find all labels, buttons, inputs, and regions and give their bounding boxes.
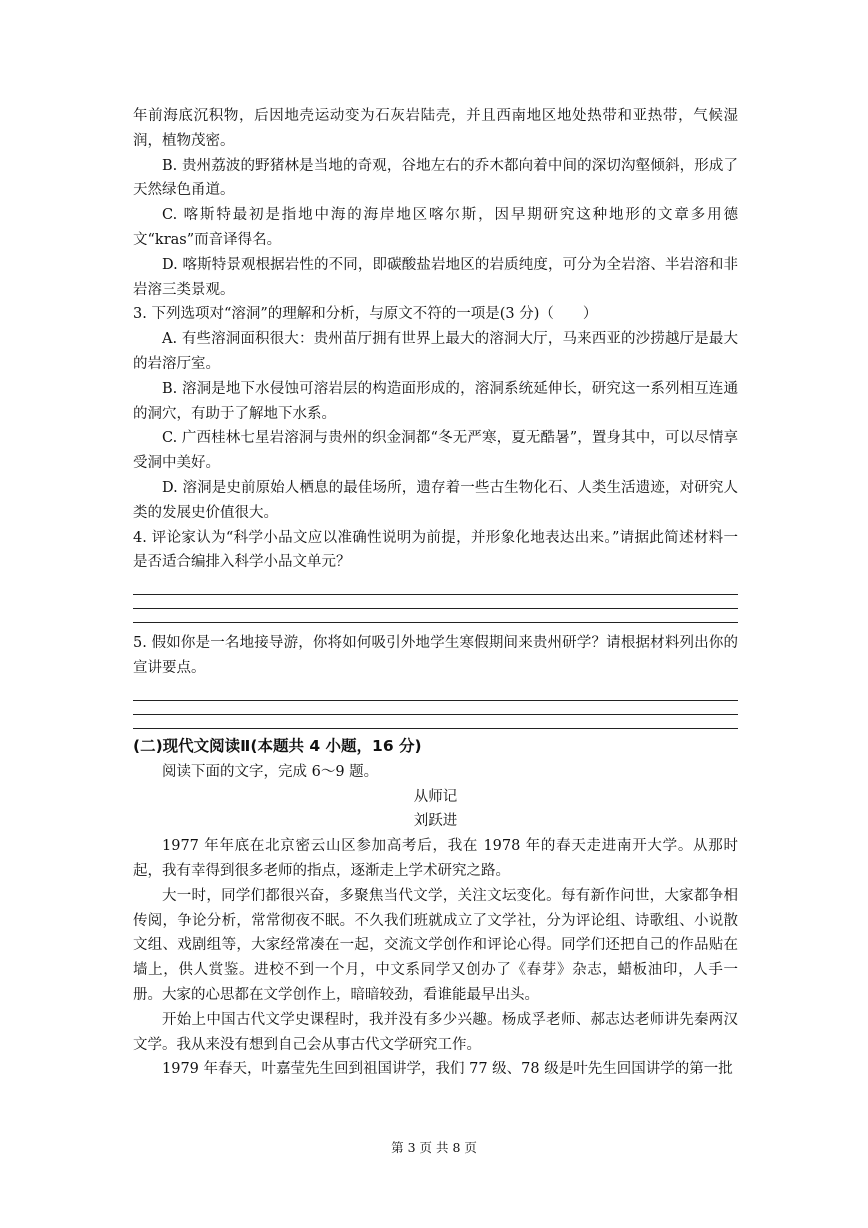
question-5: 5. 假如你是一名地接导游，你将如何吸引外地学生寒假期间来贵州研学？请根据材料列出你的宣讲要点。	[133, 635, 738, 676]
page-footer: 第 3 页 共 8 页	[391, 1140, 477, 1155]
article-paragraph: 1977 年年底在北京密云山区参加高考后，我在 1978 年的春天走进南开大学。从那时起，我有幸得到很多老师的指点，逐渐走上学术研究之路。	[133, 838, 738, 879]
option-c: C. 喀斯特最初是指地中海的海岸地区喀尔斯，因早期研究这种地形的文章多用德文“kras”而音译得名。	[133, 207, 738, 248]
section-heading: (二)现代文阅读Ⅱ(本题共 4 小题，16 分)	[133, 736, 422, 755]
article-paragraph: 开始上中国古代文学史课程时，我并没有多少兴趣。杨成孚老师、郝志达老师讲先秦两汉文学。我从来没有想到自己会从事古代文学研究工作。	[133, 1011, 738, 1053]
article-paragraph: 大一时，同学们都很兴奋，多聚焦当代文学，关注文坛变化。每有新作问世，大家都争相传阅，争论分析，常常彻夜不眠。不久我们班就成立了文学社，分为评论组、诗歌组、小说散文组、戏剧组等，大家经常凑在一起，交流文学创作和评论心得。同学们还把自己的作品贴在墙上，供人赏鉴。进校不到一个月，中文系同学又创办了《春芽》杂志，蜡板油印，人手一册。大家的心思都在文学创作上，暗暗较劲，看谁能最早出头。	[133, 887, 738, 1003]
question-4: 4. 评论家认为“科学小品文应以准确性说明为前提，并形象化地表达出来。”请据此简述材料一是否适合编排入科学小品文单元？	[133, 529, 738, 571]
option-d: D. 喀斯特景观根据岩性的不同，即碳酸盐岩地区的岩质纯度，可分为全岩溶、半岩溶和非岩溶三类景观。	[133, 256, 738, 298]
question-3-option-b: B. 溶洞是地下水侵蚀可溶岩层的构造面形成的，溶洞系统延伸长，研究这一系列相互连通的洞穴，有助于了解地下水系。	[133, 380, 738, 422]
option-b: B. 贵州荔波的野猪林是当地的奇观，谷地左右的乔木都向着中间的深切沟壑倾斜，形成了天然绿色甬道。	[133, 157, 738, 199]
question-3-option-c: C. 广西桂林七星岩溶洞与贵州的织金洞都“冬无严寒，夏无酷暑”，置身其中，可以尽情享受洞中美好。	[133, 430, 738, 472]
answer-line[interactable]	[133, 609, 738, 623]
article-author: 刘跃进	[413, 813, 458, 830]
article-title: 从师记	[413, 788, 458, 805]
article-paragraph: 1979 年春天，叶嘉莹先生回到祖国讲学，我们 77 级、78 级是叶先生回国讲学的第一批	[162, 1061, 733, 1078]
answer-line[interactable]	[133, 595, 738, 609]
answer-line[interactable]	[133, 687, 738, 701]
text-paragraph: 年前海底沉积物，后因地壳运动变为石灰岩陆壳，并且西南地区地处热带和亚热带，气候湿润，植物茂密。	[133, 108, 738, 149]
instruction: 阅读下面的文字，完成 6～9 题。	[162, 763, 379, 780]
page-content	[133, 104, 738, 1082]
answer-line[interactable]	[133, 715, 738, 729]
answer-line[interactable]	[133, 581, 738, 595]
question-3-option-d: D. 溶洞是史前原始人栖息的最佳场所，遗存着一些古生物化石、人类生活遗迹，对研究人类的发展史价值很大。	[133, 479, 738, 521]
question-3-option-a: A. 有些溶洞面积很大：贵州苗厅拥有世界上最大的溶洞大厅，马来西亚的沙捞越厅是最大的岩溶厅室。	[133, 331, 738, 372]
answer-line[interactable]	[133, 701, 738, 715]
question-3: 3. 下列选项对“溶洞”的理解和分析，与原文不符的一项是(3 分)（ ）	[133, 306, 598, 323]
